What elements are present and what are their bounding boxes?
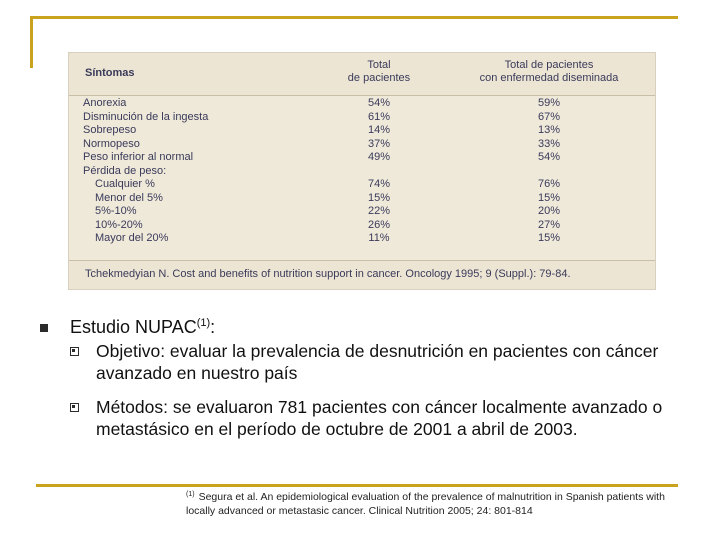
study-title-ref: (1) (196, 317, 211, 329)
row-disseminated-value: 27% (537, 218, 561, 231)
header-disseminated-line1: Total de pacientes (504, 59, 594, 71)
row-label: Peso inferior al normal (83, 151, 194, 163)
header-total-line2: de pacientes (347, 72, 411, 84)
row-total-value: 49% (367, 151, 391, 163)
table-row (69, 219, 655, 233)
row-disseminated-value: 15% (537, 191, 561, 204)
table-row (69, 138, 655, 152)
table-row (69, 178, 655, 192)
row-total-value: 61% (367, 110, 391, 123)
table-row (69, 111, 655, 125)
row-label: 5%-10% (95, 205, 137, 217)
row-total-value: 26% (367, 218, 391, 231)
row-total-value: 14% (367, 124, 391, 136)
row-total-value: 11% (368, 232, 390, 244)
table-header (69, 53, 655, 96)
row-disseminated-value: 59% (537, 97, 561, 109)
header-disseminated (461, 59, 637, 85)
table-row (69, 151, 655, 165)
footnote-marker: (1) (186, 490, 195, 498)
row-label: Disminución de la ingesta (83, 110, 209, 123)
table-source (69, 260, 655, 289)
table-body (69, 95, 655, 246)
table-rows (69, 95, 655, 246)
row-disseminated-value: 76% (537, 178, 561, 190)
row-label: Cualquier % (95, 178, 155, 190)
row-total-value: 15% (367, 191, 391, 204)
row-label: 10%-20% (95, 218, 143, 231)
checkbox-bullet-icon (70, 347, 79, 356)
methods-text: Métodos: se evaluaron 781 pacientes con cáncer localmente avanzado o metastásico en el período de octubre de 2001 a abril de 2003. (96, 397, 663, 439)
checkbox-bullet-icon (70, 403, 79, 412)
footnote-text: Segura et al. An epidemiological evaluation of the prevalence of malnutrition in Spanish patients with locally advanced or metastasic cancer. Clinical Nutrition 2005; 24: 801-814 (186, 491, 665, 517)
row-label: Sobrepeso (83, 124, 137, 136)
row-disseminated-value: 13% (537, 124, 561, 136)
table-row (69, 232, 655, 246)
symptoms-table (68, 52, 656, 290)
row-disseminated-value: 33% (537, 137, 561, 150)
decorative-top-line (30, 16, 678, 19)
header-total-line1: Total (367, 59, 391, 71)
row-total-value: 54% (367, 97, 391, 109)
header-total (329, 59, 429, 85)
table-row (69, 205, 655, 219)
row-label: Menor del 5% (95, 191, 163, 204)
table-row (69, 97, 655, 111)
row-label: Pérdida de peso: (83, 164, 167, 177)
row-label: Mayor del 20% (95, 232, 169, 244)
footnote-divider (36, 484, 678, 487)
study-title-colon: : (210, 317, 216, 337)
row-disseminated-value: 20% (537, 205, 561, 217)
study-title (70, 316, 215, 338)
table-source-text: Tchekmedyian N. Cost and benefits of nutrition support in cancer. Oncology 1995; 9 (Suppl.): 79-84. (85, 268, 571, 280)
row-total-value: 37% (367, 137, 391, 150)
table-row (69, 124, 655, 138)
row-disseminated-value: 54% (537, 151, 561, 163)
row-total-value: 74% (367, 178, 391, 190)
header-symptoms: Síntomas (85, 67, 135, 79)
row-label: Anorexia (83, 97, 127, 109)
table-row (69, 165, 655, 179)
decorative-left-line (30, 16, 33, 68)
table-row (69, 192, 655, 206)
footnote (186, 490, 686, 518)
header-disseminated-line2: con enfermedad diseminada (479, 72, 619, 84)
objective-text: Objetivo: evaluar la prevalencia de desnutrición en pacientes con cáncer avanzado en nuestro país (96, 341, 659, 383)
square-bullet-icon (40, 324, 48, 332)
row-disseminated-value: 15% (537, 232, 561, 244)
row-label: Normopeso (83, 137, 140, 150)
row-total-value: 22% (367, 205, 391, 217)
study-title-text: Estudio NUPAC (70, 317, 197, 337)
row-disseminated-value: 67% (537, 110, 561, 123)
